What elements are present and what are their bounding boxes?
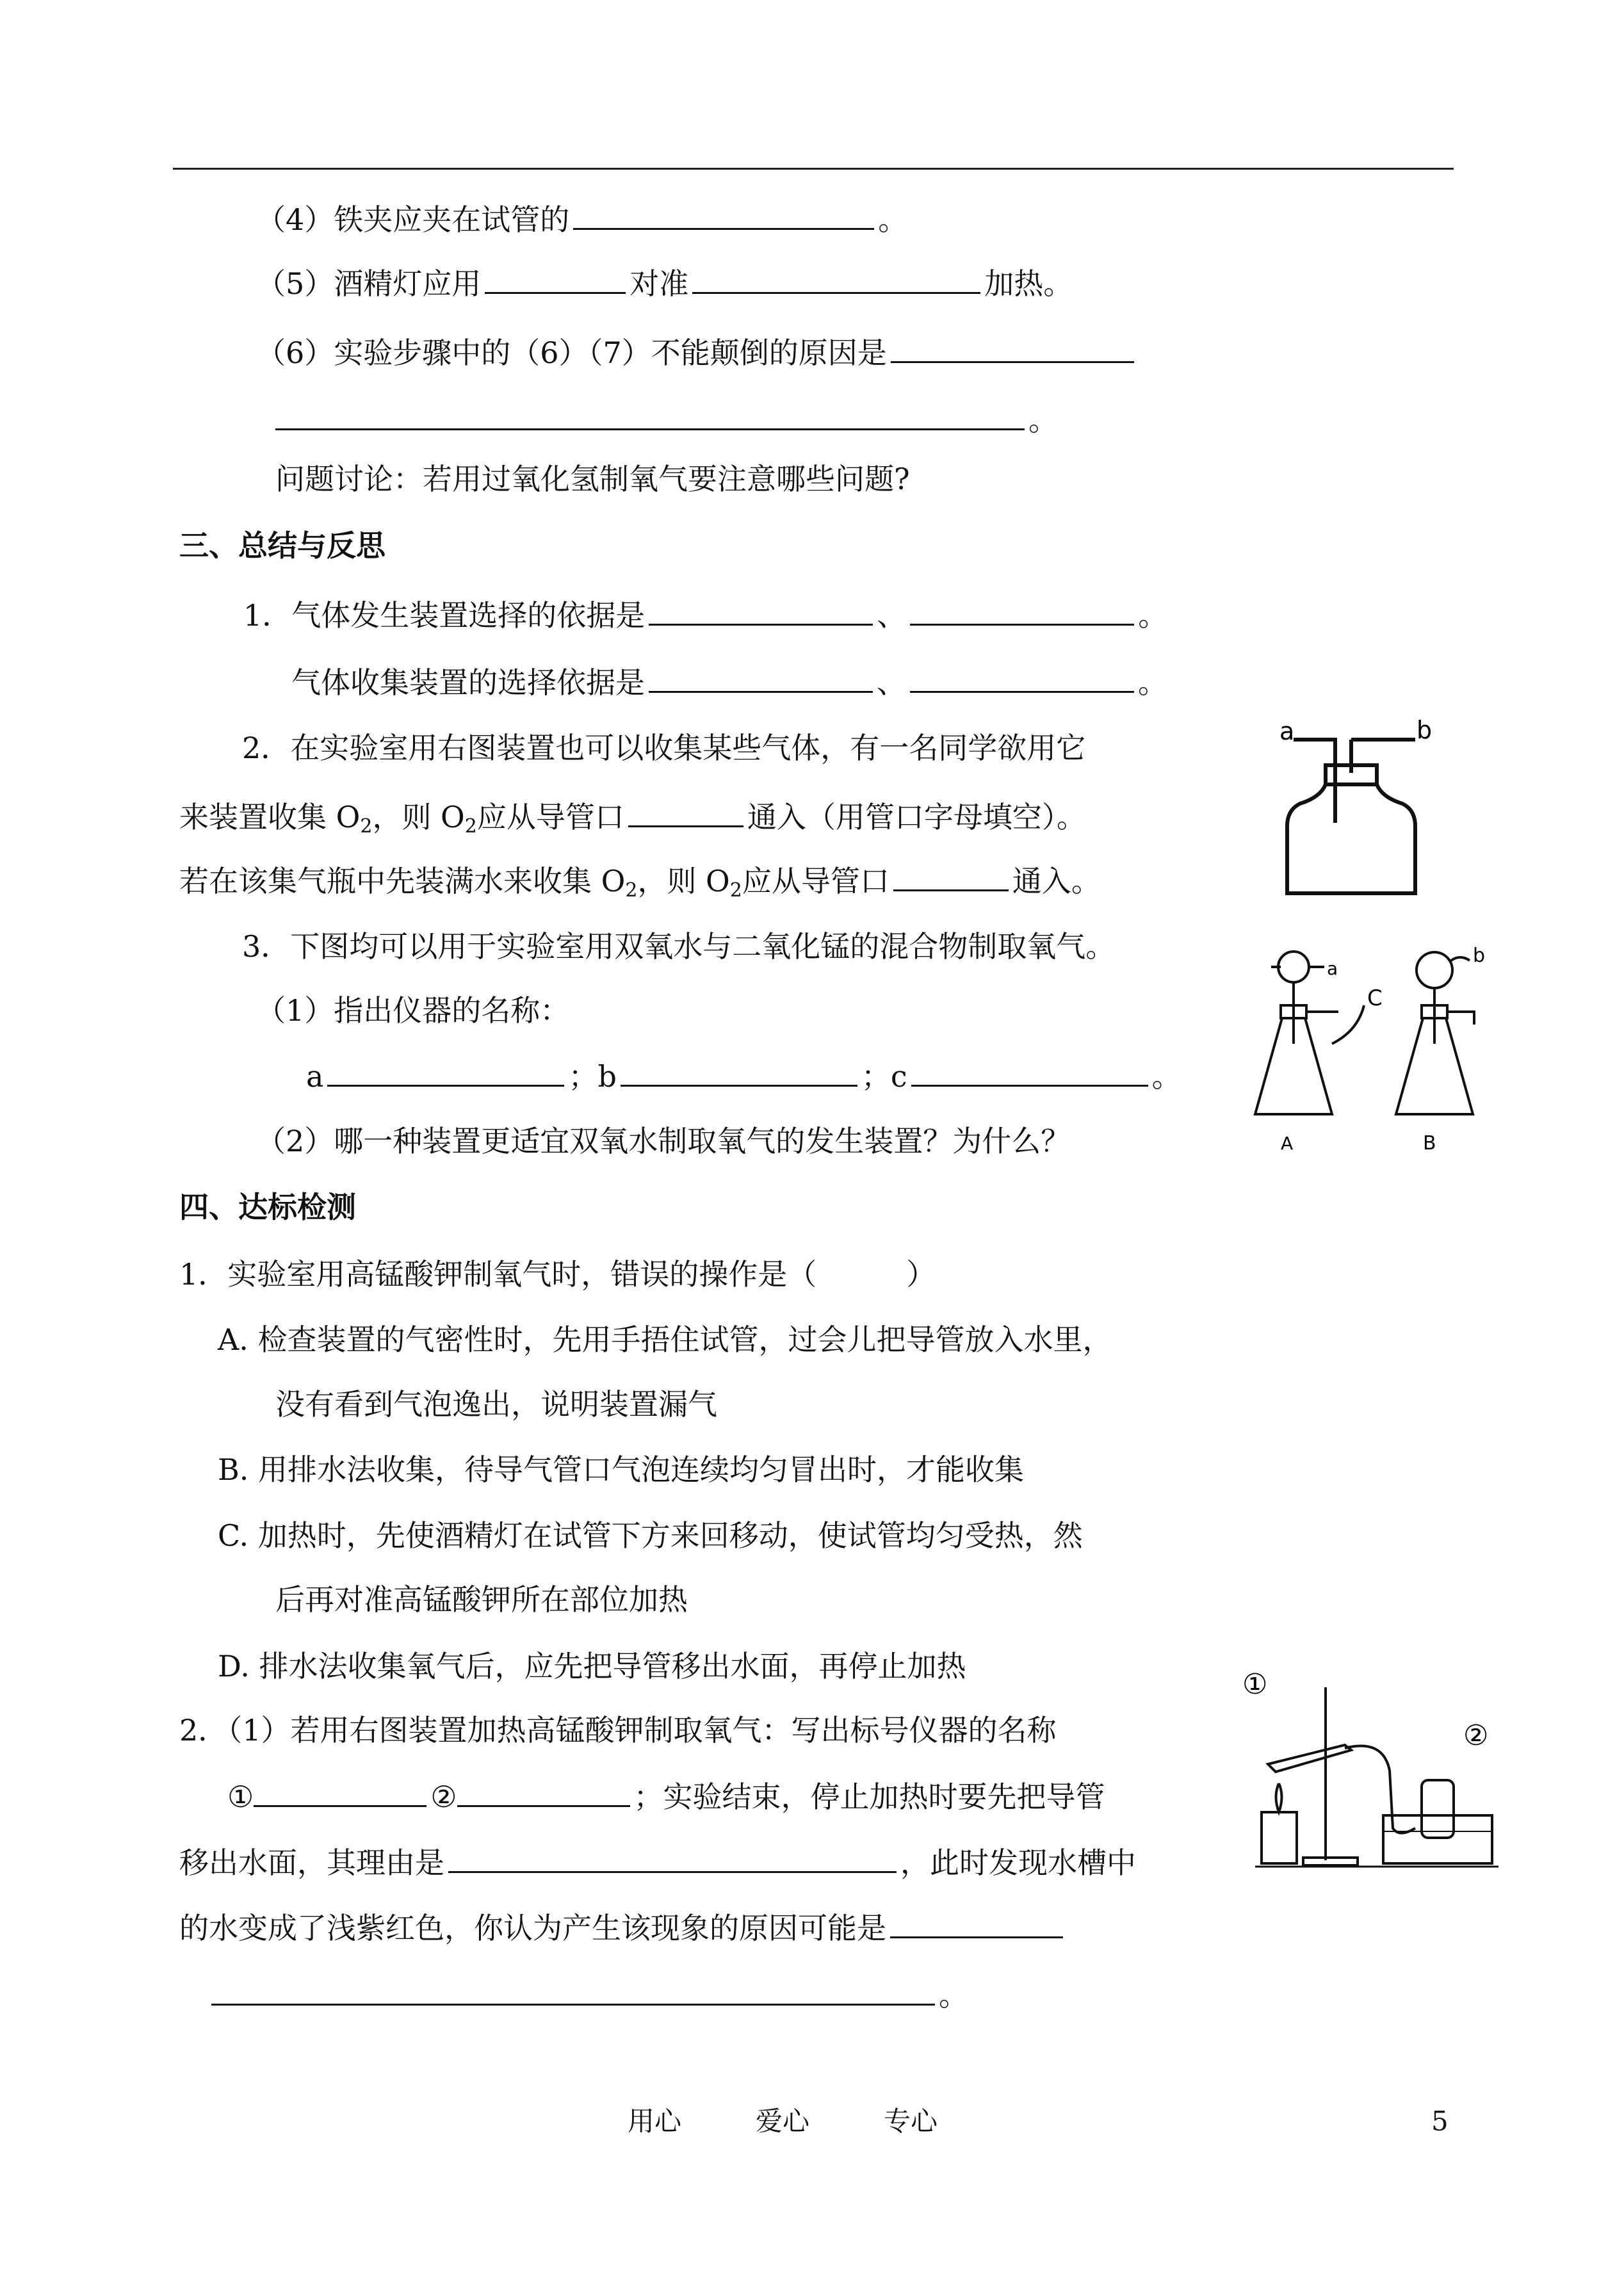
answer-blank[interactable]	[893, 861, 1009, 891]
option-b: B. 用排水法收集，待导气管口气泡连续均匀冒出时，才能收集	[218, 1452, 1025, 1487]
s3-q1-line2	[291, 663, 1167, 702]
s4-q2-line2	[227, 1777, 1105, 1816]
answer-blank[interactable]	[621, 1057, 857, 1087]
q4-line	[256, 200, 907, 239]
flask-caption-b: B	[1423, 1132, 1436, 1155]
q6-line	[256, 333, 1138, 372]
answer-blank[interactable]	[275, 400, 1025, 430]
answer-blank[interactable]	[891, 333, 1134, 363]
answer-blank[interactable]	[448, 1843, 897, 1873]
answer-blank[interactable]	[910, 663, 1134, 693]
label-b: ；b	[568, 1059, 617, 1094]
end: 。	[1151, 1059, 1181, 1094]
text: ，则 O	[637, 864, 730, 898]
s4-q2-line5	[211, 1975, 968, 2015]
text: 移出水面，其理由是	[179, 1845, 444, 1880]
gas-bottle-figure	[1274, 714, 1434, 900]
option-c-line1: C. 加热时，先使酒精灯在试管下方来回移动，使试管均匀受热，然	[218, 1518, 1083, 1553]
s3-q2-line2	[179, 797, 1086, 846]
text: 通入（用管口字母填空）。	[747, 800, 1086, 834]
text: ；实验结束，停止加热时要先把导管	[633, 1780, 1105, 1814]
answer-blank[interactable]	[649, 663, 873, 693]
answer-blank[interactable]	[485, 264, 626, 294]
s4-q1	[179, 1255, 936, 1293]
flasks-figure	[1249, 941, 1505, 1159]
stand-base	[1303, 1858, 1358, 1865]
answer-blank[interactable]	[890, 1908, 1063, 1938]
q4-text: （4）铁夹应夹在试管的	[256, 202, 570, 237]
flask-label-b: b	[1473, 945, 1486, 967]
subscript: 2	[625, 879, 638, 902]
flask-caption-a: A	[1281, 1133, 1294, 1154]
text: 应从导管口	[742, 864, 889, 898]
answer-blank[interactable]	[573, 200, 874, 230]
heating-apparatus-figure	[1242, 1668, 1498, 1873]
s4-q2-line3	[179, 1843, 1136, 1882]
answer-blank[interactable]	[211, 1975, 935, 2006]
option-a-line2: 没有看到气泡逸出，说明装置漏气	[275, 1387, 717, 1422]
option-c-line2: 后再对准高锰酸钾所在部位加热	[275, 1582, 688, 1617]
separator: 、	[877, 665, 906, 700]
discussion-question: 问题讨论：若用过氧化氢制氧气要注意哪些问题?	[275, 462, 910, 496]
separator: 、	[877, 598, 907, 633]
s4-q1-end: ）	[906, 1257, 936, 1292]
delivery-tube	[1345, 1746, 1415, 1833]
answer-blank[interactable]	[911, 1057, 1148, 1087]
subscript: 2	[729, 879, 742, 902]
flask-label-c: C	[1367, 985, 1383, 1011]
page-number: 5	[1431, 2105, 1449, 2137]
flasks-diagram	[1249, 941, 1505, 1159]
section-3-heading: 三、总结与反思	[179, 528, 386, 563]
label-1: ①	[227, 1780, 254, 1814]
funnel-bulb	[1278, 952, 1309, 982]
apparatus-label-2: ②	[1463, 1719, 1489, 1752]
flask-b-bulb	[1417, 952, 1452, 988]
answer-blank[interactable]	[628, 797, 743, 827]
s4-q2-line4	[179, 1908, 1067, 1947]
water-trough	[1383, 1815, 1492, 1863]
s4-q2-line1: 2．（1）若用右图装置加热高锰酸钾制取氧气：写出标号仪器的名称	[179, 1713, 1057, 1748]
footer-left: 用心	[628, 2105, 682, 2137]
footer-middle: 爱心	[756, 2105, 810, 2137]
text: 应从导管口	[476, 800, 624, 834]
q6-text: （6）实验步骤中的（6）（7）不能颠倒的原因是	[256, 336, 887, 370]
option-d: D. 排水法收集氧气后，应先把导管移出水面，再停止加热	[218, 1649, 966, 1683]
q5-line	[256, 264, 1073, 303]
text: 若在该集气瓶中先装满水来收集 O	[179, 864, 626, 898]
footer-right: 专心	[884, 2105, 938, 2137]
s3-q1-line1	[243, 596, 1167, 635]
label-c: ；c	[861, 1059, 907, 1094]
text: ，此时发现水槽中	[900, 1845, 1136, 1880]
subscript: 2	[360, 815, 373, 838]
answer-blank[interactable]	[254, 1777, 426, 1807]
q5-end: 加热。	[984, 266, 1073, 301]
s3-q1-end: 。	[1138, 598, 1168, 633]
alcohol-lamp	[1262, 1812, 1297, 1863]
s3-q3-1-blanks	[306, 1057, 1181, 1096]
s3-q3-2: （2）哪一种装置更适宜双氧水制取氧气的发生装置？为什么？	[256, 1124, 1071, 1158]
s3-q3-1: （1）指出仪器的名称：	[256, 993, 570, 1028]
gas-bottle-diagram	[1274, 714, 1434, 900]
option-a-line1: A. 检查装置的气密性时，先用手捂住试管，过会儿把导管放入水里，	[218, 1322, 1112, 1357]
flask-label-a: a	[1327, 958, 1338, 979]
s3-q1b-text: 气体收集装置的选择依据是	[291, 665, 645, 700]
delivery-tube-b	[1447, 1012, 1474, 1025]
header-rule	[173, 168, 1454, 170]
s3-q1b-end: 。	[1138, 665, 1167, 700]
tube-a	[1294, 740, 1335, 823]
subscript: 2	[464, 815, 477, 838]
flame	[1276, 1783, 1282, 1812]
q5-text: （5）酒精灯应用	[256, 266, 482, 301]
heating-apparatus-diagram	[1242, 1668, 1498, 1873]
q6-continuation	[275, 400, 1058, 439]
text: 的水变成了浅紫红色，你认为产生该现象的原因可能是	[179, 1911, 886, 1945]
bottle-label-b: b	[1417, 716, 1433, 744]
section-4-heading: 四、达标检测	[179, 1190, 356, 1224]
answer-blank[interactable]	[649, 596, 873, 626]
end: 。	[939, 1978, 968, 2013]
s3-q3: 3．下图均可以用于实验室用双氧水与二氧化锰的混合物制取氧气。	[242, 929, 1116, 964]
test-tube	[1268, 1745, 1351, 1772]
q5-mid: 对准	[629, 266, 689, 301]
label-2: ②	[430, 1780, 457, 1814]
collecting-bottle	[1422, 1780, 1454, 1838]
s3-q2-line1: 2．在实验室用右图装置也可以收集某些气体，有一名同学欲用它	[242, 731, 1086, 765]
answer-blank[interactable]	[327, 1057, 564, 1087]
text: 通入。	[1012, 864, 1101, 898]
answer-blank[interactable]	[910, 596, 1134, 626]
text: ，则 O	[372, 800, 465, 834]
s4-q1-text: 1．实验室用高锰酸钾制氧气时，错误的操作是（	[179, 1257, 817, 1292]
s3-q1-text: 1．气体发生装置选择的依据是	[243, 598, 646, 633]
bottle-body	[1287, 784, 1415, 893]
answer-blank[interactable]	[692, 264, 980, 294]
q6-end: 。	[1028, 403, 1058, 437]
apparatus-label-1: ①	[1242, 1668, 1268, 1701]
label-a: a	[306, 1059, 324, 1094]
answer-blank[interactable]	[457, 1777, 630, 1807]
s3-q2-line3	[179, 861, 1101, 910]
q4-end: 。	[878, 202, 908, 237]
bottle-label-a: a	[1279, 717, 1295, 745]
text: 来装置收集 O	[179, 800, 361, 834]
